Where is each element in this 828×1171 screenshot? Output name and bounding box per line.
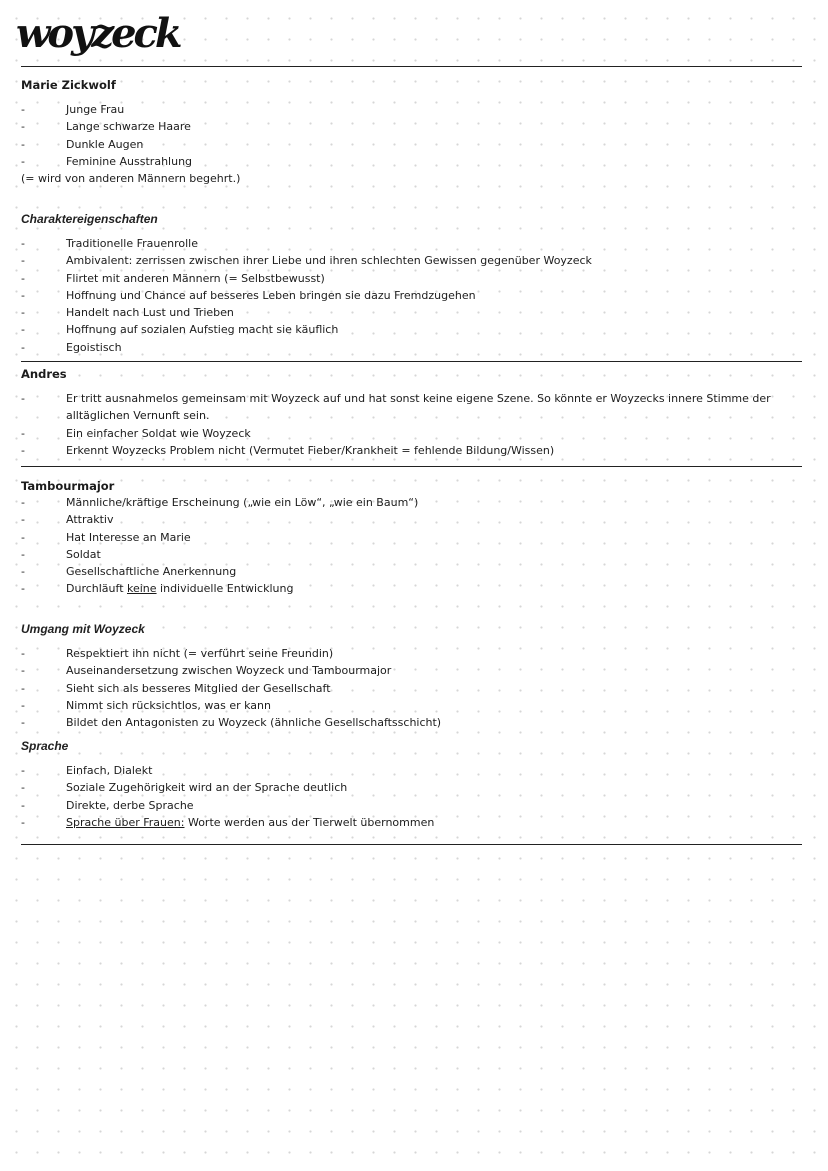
dash: -: [21, 323, 25, 337]
andres-list: [21, 390, 791, 459]
list-item: - Erkennt Woyzecks Problem nicht (Vermutet Fieber/Krankheit = fehlende Bildung/Wissen): [21, 442, 791, 459]
dash: -: [21, 426, 25, 440]
dash: -: [21, 530, 25, 544]
divider: [21, 361, 802, 362]
dash: -: [21, 798, 25, 812]
list-item: - Handelt nach Lust und Trieben: [21, 304, 791, 321]
divider: [21, 466, 802, 467]
list-item: - Hat Interesse an Marie: [21, 529, 791, 546]
list-item: - Soziale Zugehörigkeit wird an der Sprache deutlich: [21, 779, 791, 796]
marie-traits-list: [21, 235, 791, 356]
divider: [21, 66, 802, 67]
list-item: - Hoffnung auf sozialen Aufstieg macht sie käuflich: [21, 321, 791, 338]
list-item: - Bildet den Antagonisten zu Woyzeck (ähnliche Gesellschaftsschicht): [21, 714, 791, 731]
list-item: - Lange schwarze Haare: [21, 118, 791, 135]
dash: -: [21, 137, 25, 151]
page-title: woyzeck: [16, 10, 180, 57]
section-heading-marie: Marie Zickwolf: [21, 78, 116, 92]
dash: -: [21, 647, 25, 660]
dash: -: [21, 547, 25, 561]
dash: -: [21, 582, 25, 596]
list-item: - Respektiert ihn nicht (= verführt seine Freundin): [21, 645, 791, 662]
marie-note: (= wird von anderen Männern begehrt.): [21, 172, 241, 185]
dash: -: [21, 565, 25, 579]
dash: -: [21, 237, 25, 250]
dash: -: [21, 103, 25, 116]
dash: -: [21, 716, 25, 730]
divider: [21, 844, 802, 845]
list-item: - Direkte, derbe Sprache: [21, 797, 791, 814]
dash: -: [21, 781, 25, 795]
dash: -: [21, 764, 25, 777]
dash: -: [21, 815, 25, 829]
list-item: - Dunkle Augen: [21, 136, 791, 153]
list-item: - Auseinandersetzung zwischen Woyzeck und Tambourmajor: [21, 662, 791, 679]
dash: -: [21, 254, 25, 268]
list-item: - Sieht sich als besseres Mitglied der Gesellschaft: [21, 680, 791, 697]
dash: -: [21, 340, 25, 354]
list-item: - Er tritt ausnahmelos gemeinsam mit Woyzeck auf und hat sonst keine eigene Szene. So könnte er Woyzecks innere Stimme der alltäglichen Vernunft sein.: [21, 392, 771, 423]
list-item: - Ambivalent: zerrissen zwischen ihrer Liebe und ihren schlechten Gewissen gegenüber Woyzeck: [21, 252, 791, 269]
list-item: - Gesellschaftliche Anerkennung: [21, 563, 791, 580]
list-item: - Sprache über Frauen: Worte werden aus der Tierwelt übernommen: [21, 814, 791, 831]
dash: -: [21, 513, 25, 527]
marie-appearance-list: [21, 101, 791, 170]
dash: -: [21, 306, 25, 320]
list-item: - Feminine Ausstrahlung: [21, 153, 791, 170]
subheading-charaktereigenschaften: Charaktereigenschaften: [21, 212, 158, 226]
list-item: - Traditionelle Frauenrolle: [21, 235, 791, 252]
list-item: - Hoffnung und Chance auf besseres Leben bringen sie dazu Fremdzugehen: [21, 287, 791, 304]
subheading-sprache: Sprache: [21, 739, 69, 753]
list-item: - Männliche/kräftige Erscheinung („wie ein Löw“, „wie ein Baum“): [21, 494, 791, 511]
dash: -: [21, 288, 25, 302]
umgang-list: [21, 645, 791, 731]
dash: -: [21, 120, 25, 134]
list-item: - Nimmt sich rücksichtlos, was er kann: [21, 697, 791, 714]
section-heading-andres: Andres: [21, 367, 67, 381]
dash: -: [21, 664, 25, 678]
list-item: - Ein einfacher Soldat wie Woyzeck: [21, 425, 791, 442]
dash: -: [21, 154, 25, 168]
list-item: - Einfach, Dialekt: [21, 762, 791, 779]
sprache-list: [21, 762, 791, 831]
dash: -: [21, 392, 25, 405]
dash: -: [21, 496, 25, 509]
dash: -: [21, 271, 25, 285]
dash: -: [21, 681, 25, 695]
list-item: - Egoistisch: [21, 339, 791, 356]
list-item: - Soldat: [21, 546, 791, 563]
list-item: - Junge Frau: [21, 101, 791, 118]
tambourmajor-list: [21, 494, 791, 598]
list-item: - Durchläuft keine individuelle Entwicklung: [21, 580, 791, 597]
dash: -: [21, 698, 25, 712]
subheading-umgang: Umgang mit Woyzeck: [21, 622, 145, 636]
list-item: - Attraktiv: [21, 511, 791, 528]
section-heading-tambourmajor: Tambourmajor: [21, 479, 115, 493]
dash: -: [21, 443, 25, 457]
list-item: - Flirtet mit anderen Männern (= Selbstbewusst): [21, 270, 791, 287]
